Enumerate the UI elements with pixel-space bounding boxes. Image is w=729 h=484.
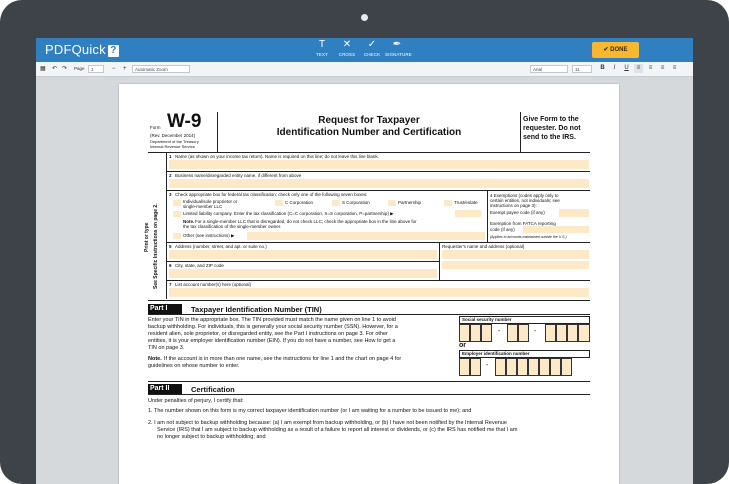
account-numbers-field[interactable]: [169, 288, 589, 297]
line1-number: 1: [169, 154, 172, 159]
line6-label: City, state, and ZIP code: [175, 263, 224, 268]
form-irs: Internal Revenue Service: [150, 144, 195, 149]
ssn-digit-9[interactable]: [578, 324, 590, 342]
ssn-dash-2: -: [534, 328, 537, 335]
ein-digit-4[interactable]: [506, 358, 517, 376]
note-bold: Note.: [183, 219, 195, 224]
checkbox-s-corp[interactable]: [332, 200, 340, 206]
option-llc: Limited liability company. Enter the tax classification (C=C corporation, S=S corporation, P=partnership) ▶: [183, 211, 394, 216]
line3-label: Check appropriate box for federal tax classification; check only one of the following seven boxes:: [175, 192, 368, 197]
ssn-label: Social security number: [462, 317, 512, 322]
cert-item-2c: no longer subject to backup withholding; and: [157, 434, 266, 440]
ssn-digit-3[interactable]: [481, 324, 492, 342]
zoom-select[interactable]: Automatic Zoom: [132, 65, 190, 73]
zoom-out-icon[interactable]: −: [112, 66, 116, 72]
give-form-note-1: Give Form to the: [523, 116, 579, 123]
align-justify-icon[interactable]: ≡: [672, 65, 677, 71]
tin-note-bold: Note.: [148, 356, 162, 362]
form-revision: (Rev. December 2014): [150, 133, 196, 138]
fatca-applies-note: (Applies to accounts maintained outside the U.S.): [490, 235, 567, 239]
cert-item-2b: Service (IRS) that I am subject to backup withholding as a result of a failure to report all interest or dividends, or (c) the IRS has notified me that I am: [157, 427, 518, 433]
llc-classification-field[interactable]: [455, 210, 481, 217]
part1-label: Part I: [148, 304, 182, 314]
brand-name: PDFQuick: [45, 42, 106, 57]
ein-digit-7[interactable]: [539, 358, 550, 376]
ein-digit-8[interactable]: [550, 358, 561, 376]
form-title-line2: Identification Number and Certification: [276, 127, 462, 138]
line7-label: List account number(s) here (optional): [175, 282, 252, 287]
undo-icon[interactable]: ↶: [52, 66, 58, 72]
option-c-corp: C Corporation: [285, 200, 314, 205]
page-label: Page: [74, 66, 85, 71]
tin-text-5: TIN on page 3.: [148, 345, 185, 351]
fatca-label-2: code (if any): [490, 227, 515, 232]
city-state-zip-field[interactable]: [169, 269, 437, 278]
camera-dot: [361, 14, 368, 21]
cert-item-2a: 2. I am not subject to backup withholding because: (a) I am exempt from backup withholding, or (b) I have not been notified by the Internal Revenue: [148, 420, 507, 426]
option-individual: Individual/sole proprietor or: [183, 199, 238, 204]
check-tool-label: CHECK: [363, 52, 381, 57]
redo-icon[interactable]: ↷: [62, 66, 68, 72]
done-button[interactable]: ✔ DONE: [592, 42, 639, 58]
option-partnership: Partnership: [398, 200, 422, 205]
ein-dash: -: [486, 362, 489, 369]
text-tool-button[interactable]: [310, 39, 334, 61]
side-label-print: Print or type: [144, 222, 150, 252]
give-form-note-2: requester. Do not: [523, 125, 581, 132]
or-label: or: [459, 342, 466, 349]
form-name: W-9: [167, 111, 202, 132]
app-screen: [36, 38, 693, 484]
checkbox-other[interactable]: [173, 233, 181, 239]
tin-text-3: resident alien, sole proprietor, or disregarded entity, see the Part I instructions on page 3. For other: [148, 331, 388, 337]
cert-item-1: 1. The number shown on this form is my correct taxpayer identification number (or I am waiting for a number to be issued to me); and: [148, 408, 472, 414]
ssn-digit-6[interactable]: [545, 324, 556, 342]
ein-digit-1[interactable]: [459, 358, 470, 376]
ssn-dash-1: -: [498, 328, 501, 335]
brand-mark-icon: ?: [108, 45, 119, 57]
text-tool-icon: T: [318, 39, 326, 50]
check-tool-button[interactable]: [360, 39, 384, 61]
ein-digit-6[interactable]: [528, 358, 539, 376]
exemptions-label-3: instructions on page 3):: [490, 203, 537, 208]
exemptions-label-2: certain entities, not individuals; see: [490, 198, 560, 203]
part2-label: Part II: [148, 384, 182, 394]
cross-tool-label: CROSS: [338, 52, 356, 57]
exemptions-label-1: 4 Exemptions (codes apply only to: [490, 193, 559, 198]
ein-header: [459, 350, 590, 358]
name-field[interactable]: [169, 160, 589, 169]
align-center-icon[interactable]: ≡: [648, 65, 653, 71]
bold-button[interactable]: B: [600, 65, 605, 71]
tin-note-1: If the account is in more than one name, see the instructions for line 1 and the chart on page 4 for: [164, 356, 402, 362]
checkbox-partnership[interactable]: [388, 200, 396, 206]
checkbox-trust[interactable]: [444, 200, 452, 206]
ssn-digit-8[interactable]: [567, 324, 578, 342]
part1-title: Taxpayer Identification Number (TIN): [191, 305, 322, 314]
ein-digit-5[interactable]: [517, 358, 528, 376]
signature-tool-icon: ✒: [392, 39, 402, 50]
sidebar-toggle-icon[interactable]: ▦: [40, 66, 46, 72]
checkbox-c-corp[interactable]: [275, 200, 283, 206]
option-s-corp: S Corporation: [342, 200, 370, 205]
line5-label: Address (number, street, and apt. or suite no.): [175, 244, 267, 249]
page-number-input[interactable]: 1: [88, 65, 104, 73]
zoom-in-icon[interactable]: +: [123, 66, 127, 72]
tin-text-2: backup withholding. For individuals, this is generally your social security number (SSN). However, for a: [148, 324, 398, 330]
ssn-digit-7[interactable]: [556, 324, 567, 342]
line2-number: 2: [169, 173, 172, 178]
line3-number: 3: [169, 192, 172, 197]
signature-tool-button[interactable]: [385, 39, 412, 61]
requester-field-1[interactable]: [442, 250, 589, 259]
requester-field-2[interactable]: [442, 261, 589, 269]
other-classification-field[interactable]: [247, 232, 485, 240]
line2-label: Business name/disregarded entity name, if different from above: [175, 173, 302, 178]
ssn-digit-5[interactable]: [518, 324, 529, 342]
exempt-payee-field[interactable]: [559, 209, 589, 217]
brand-logo: [45, 42, 119, 58]
option-individual-2: single-member LLC: [183, 204, 223, 209]
fatca-label-1: Exemption from FATCA reporting: [490, 221, 556, 226]
form-label: Form: [150, 125, 161, 130]
pdf-page: [119, 84, 619, 484]
font-family-select[interactable]: Arial: [530, 65, 568, 73]
llc-note-1: For a single-member LLC that is disregarded, do not check LLC; check the appropriate box in the line above for: [195, 219, 417, 224]
underline-button[interactable]: U: [624, 65, 629, 71]
fatca-field[interactable]: [523, 226, 589, 233]
form-dept: Department of the Treasury: [150, 139, 199, 144]
tin-note-2: guidelines on whose number to enter.: [148, 363, 240, 369]
business-name-field[interactable]: [169, 179, 589, 188]
give-form-note-3: send to the IRS.: [523, 134, 576, 141]
address-field[interactable]: [169, 250, 437, 259]
llc-note-2: the tax classification of the single-member owner.: [183, 224, 282, 229]
form-title-line1: Request for Taxpayer: [318, 115, 420, 126]
cert-intro: Under penalties of perjury, I certify that:: [148, 398, 244, 404]
option-trust: Trust/estate: [454, 200, 478, 205]
ein-digit-2[interactable]: [470, 358, 481, 376]
line5-number: 5: [169, 244, 172, 249]
annotation-tools: [310, 39, 410, 61]
font-size-select[interactable]: 11: [572, 65, 592, 73]
exempt-payee-label: Exempt payee code (if any): [490, 210, 545, 215]
tin-text-4: entities, it is your employer identification number (EIN). If you do not have a number, see How to get a: [148, 338, 396, 344]
cross-tool-button[interactable]: [335, 39, 359, 61]
tin-text-1: Enter your TIN in the appropriate box. The TIN provided must match the name given on line 1 to avoid: [148, 317, 396, 323]
checkbox-llc[interactable]: [173, 211, 181, 217]
ein-digit-9[interactable]: [561, 358, 572, 376]
checkbox-individual[interactable]: [173, 200, 181, 206]
app-header: [36, 38, 693, 62]
line1-label: Name (as shown on your income tax return). Name is required on this line; do not leave this line blank.: [175, 154, 379, 159]
italic-button[interactable]: I: [613, 65, 616, 71]
ein-digit-3[interactable]: [495, 358, 506, 376]
line7-number: 7: [169, 282, 172, 287]
ssn-header: [459, 316, 590, 324]
signature-tool-label: SIGNATURE: [385, 52, 412, 57]
viewer-toolbar: [36, 62, 693, 77]
option-other: Other (see instructions) ▶: [183, 233, 235, 238]
requester-label: Requester's name and address (optional): [442, 244, 525, 249]
side-label-instructions: See Specific Instructions on page 2.: [153, 203, 159, 289]
text-tool-label: TEXT: [316, 52, 328, 57]
cross-tool-icon: ✕: [342, 39, 352, 50]
line6-number: 6: [169, 263, 172, 268]
align-right-icon[interactable]: ≡: [660, 65, 665, 71]
part2-title: Certification: [191, 385, 235, 394]
ssn-digit-1[interactable]: [459, 324, 470, 342]
check-tool-icon: ✓: [367, 39, 377, 50]
ssn-digit-4[interactable]: [507, 324, 518, 342]
ein-label: Employer identification number: [462, 351, 530, 356]
align-left-icon[interactable]: ≡: [634, 64, 643, 73]
ssn-digit-2[interactable]: [470, 324, 481, 342]
